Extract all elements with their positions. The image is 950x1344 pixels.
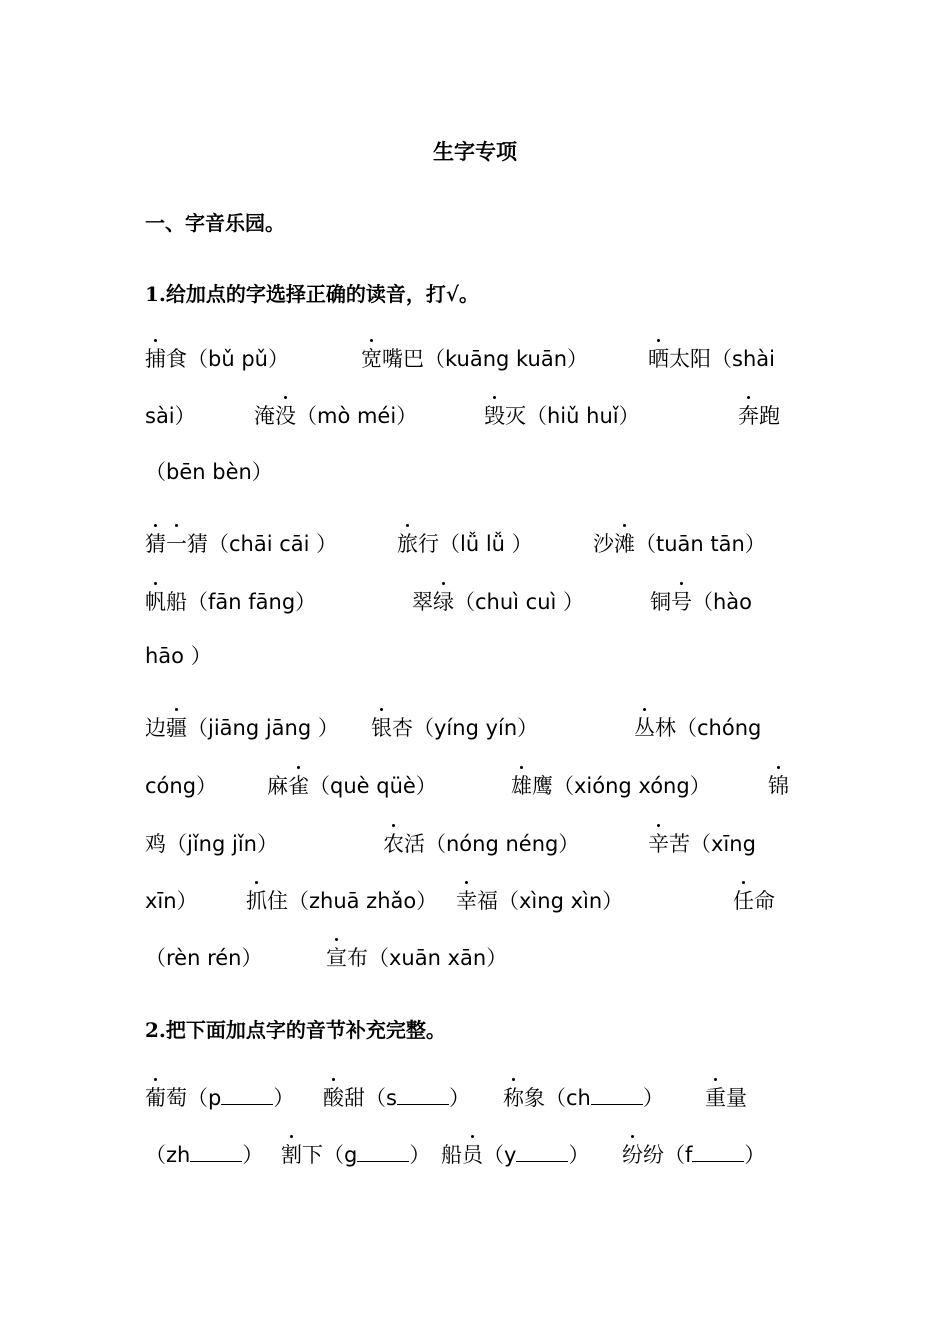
- item-text: 纷（f: [643, 1143, 693, 1167]
- pinyin-choice-item: [145, 343, 289, 375]
- item-text: 苦（xīng: [669, 832, 756, 856]
- dotted-character: 毁: [484, 400, 505, 432]
- pinyin-choice-item: [383, 828, 579, 860]
- dotted-character: 丛: [634, 712, 655, 744]
- dotted-character: 没: [275, 400, 296, 432]
- item-text: 食（bǔ pǔ）: [166, 347, 289, 371]
- item-text: 象（ch: [524, 1086, 591, 1110]
- answer-blank[interactable]: [516, 1143, 568, 1162]
- item-text: （chuì cuì ）: [454, 590, 585, 614]
- item-text: ）: [448, 1086, 470, 1110]
- pinyin-choice-item: [484, 400, 640, 432]
- dotted-character: 抓: [246, 885, 267, 917]
- dotted-character: 辛: [648, 828, 669, 860]
- dotted-character: 酸: [323, 1082, 344, 1114]
- dotted-character: 银: [371, 712, 392, 744]
- item-text: 沙: [593, 532, 614, 556]
- item-text: 杏（yíng yín）: [392, 716, 539, 740]
- syllable-fill-item: [323, 1082, 470, 1114]
- dotted-character: 奔: [738, 400, 759, 432]
- pinyin-choice-item: [145, 885, 198, 917]
- item-text: （què qüè）: [309, 774, 437, 798]
- item-text: 灭（hiǔ huǐ）: [505, 404, 640, 428]
- syllable-fill-item: [145, 1139, 263, 1171]
- question-2-heading: 2.把下面加点字的音节补充完整。: [145, 1018, 446, 1042]
- pinyin-choice-item: [145, 640, 212, 672]
- item-text: 船: [441, 1143, 462, 1167]
- item-text: 铜: [650, 590, 671, 614]
- pinyin-choice-item: [361, 343, 588, 375]
- pinyin-choice-item: [267, 770, 437, 802]
- dotted-character: 一: [166, 528, 187, 560]
- dotted-character: 疆: [166, 712, 187, 744]
- dotted-character: 帆: [145, 586, 166, 618]
- item-text: 林（chóng: [655, 716, 762, 740]
- syllable-fill-item: [503, 1082, 664, 1114]
- answer-blank[interactable]: [692, 1143, 744, 1162]
- item-text: （mò méi）: [296, 404, 418, 428]
- pinyin-choice-item: [145, 770, 217, 802]
- pinyin-choice-item: [768, 770, 789, 802]
- pinyin-choice-item: [145, 942, 262, 974]
- item-text: 船（fān fāng）: [166, 590, 317, 614]
- pinyin-choice-item: [412, 586, 584, 618]
- pinyin-choice-item: [511, 770, 711, 802]
- item-text: 鹰（xióng xóng）: [532, 774, 711, 798]
- dotted-character: 称: [503, 1082, 524, 1114]
- item-text: （jiāng jāng ）: [187, 716, 339, 740]
- pinyin-choice-item: [648, 343, 775, 375]
- dotted-character: 员: [462, 1139, 483, 1171]
- dotted-character: 割: [281, 1139, 302, 1171]
- pinyin-choice-item: [738, 400, 780, 432]
- pinyin-choice-item: [145, 528, 337, 560]
- item-text: （rèn rén）: [145, 946, 263, 970]
- section-heading: 一、字音乐园。: [145, 211, 285, 235]
- item-text: 太阳（shài: [669, 347, 775, 371]
- page-title: 生字专项: [433, 139, 517, 164]
- dotted-character: 捕: [145, 343, 166, 375]
- pinyin-choice-item: [145, 828, 278, 860]
- pinyin-choice-item: [733, 885, 775, 917]
- pinyin-choice-item: [246, 885, 437, 917]
- item-text: 猜（chāi cāi ）: [187, 532, 338, 556]
- item-text: hāo ）: [145, 644, 212, 668]
- pinyin-choice-item: [326, 942, 507, 974]
- item-text: 翠: [412, 590, 433, 614]
- pinyin-choice-item: [254, 400, 417, 432]
- item-text: xīn）: [145, 889, 198, 913]
- dotted-character: 纷: [622, 1139, 643, 1171]
- dotted-character: 晒: [648, 343, 669, 375]
- answer-blank[interactable]: [397, 1086, 449, 1105]
- dotted-character: 绿: [433, 586, 454, 618]
- answer-blank[interactable]: [221, 1086, 273, 1105]
- dotted-character: 任: [733, 885, 754, 917]
- dotted-character: 葡: [145, 1082, 166, 1114]
- item-text: 萄（p: [166, 1086, 222, 1110]
- item-text: sài）: [145, 404, 196, 428]
- syllable-fill-item: [705, 1082, 747, 1114]
- item-text: （bēn bèn）: [145, 460, 273, 484]
- dotted-character: 幸: [456, 885, 477, 917]
- item-text: （hào: [692, 590, 753, 614]
- item-text: 边: [145, 716, 166, 740]
- item-text: 活（nóng néng）: [404, 832, 580, 856]
- item-text: 布（xuān xān）: [347, 946, 508, 970]
- item-text: ）: [242, 1143, 264, 1167]
- dotted-character: 雄: [511, 770, 532, 802]
- syllable-fill-item: [441, 1139, 589, 1171]
- pinyin-choice-item: [397, 528, 533, 560]
- item-text: ）: [273, 1086, 295, 1110]
- pinyin-choice-item: [650, 586, 752, 618]
- item-text: （tuān tān）: [635, 532, 766, 556]
- pinyin-choice-item: [145, 712, 339, 744]
- item-text: ）: [568, 1143, 590, 1167]
- item-text: ）: [642, 1086, 664, 1110]
- pinyin-choice-item: [634, 712, 761, 744]
- item-text: cóng）: [145, 774, 218, 798]
- pinyin-choice-item: [456, 885, 623, 917]
- item-text: 住（zhuā zhǎo）: [267, 889, 438, 913]
- pinyin-choice-item: [648, 828, 756, 860]
- item-text: （y: [483, 1143, 517, 1167]
- dotted-character: 农: [383, 828, 404, 860]
- item-text: 鸡（jǐng jǐn）: [145, 832, 278, 856]
- item-text: 下（g: [302, 1143, 358, 1167]
- item-text: 福（xìng xìn）: [477, 889, 624, 913]
- item-text: 淹: [254, 404, 275, 428]
- dotted-character: 宣: [326, 942, 347, 974]
- item-text: 跑: [759, 404, 780, 428]
- pinyin-choice-item: [145, 456, 273, 488]
- syllable-fill-item: [145, 1082, 294, 1114]
- item-text: 甜（s: [344, 1086, 397, 1110]
- dotted-character: 号: [671, 586, 692, 618]
- item-text: 行（lǚ lǚ ）: [418, 532, 533, 556]
- pinyin-choice-item: [593, 528, 766, 560]
- dotted-character: 猜: [145, 528, 166, 560]
- dotted-character: 旅: [397, 528, 418, 560]
- answer-blank[interactable]: [591, 1086, 643, 1105]
- dotted-character: 雀: [288, 770, 309, 802]
- dotted-character: 重: [705, 1082, 726, 1114]
- item-text: 嘴巴（kuāng kuān）: [382, 347, 589, 371]
- dotted-character: 宽: [361, 343, 382, 375]
- item-text: ）: [409, 1143, 431, 1167]
- item-text: ）: [744, 1143, 766, 1167]
- item-text: 量: [726, 1086, 747, 1110]
- pinyin-choice-item: [145, 586, 316, 618]
- answer-blank[interactable]: [190, 1143, 242, 1162]
- item-text: 命: [754, 889, 775, 913]
- syllable-fill-item: [281, 1139, 430, 1171]
- pinyin-choice-item: [371, 712, 538, 744]
- question-1-heading: 1.给加点的字选择正确的读音，打√。: [145, 282, 480, 306]
- dotted-character: 滩: [614, 528, 635, 560]
- answer-blank[interactable]: [357, 1143, 409, 1162]
- item-text: 麻: [267, 774, 288, 798]
- pinyin-choice-item: [145, 400, 196, 432]
- item-text: （zh: [145, 1143, 191, 1167]
- syllable-fill-item: [622, 1139, 765, 1171]
- dotted-character: 锦: [768, 770, 789, 802]
